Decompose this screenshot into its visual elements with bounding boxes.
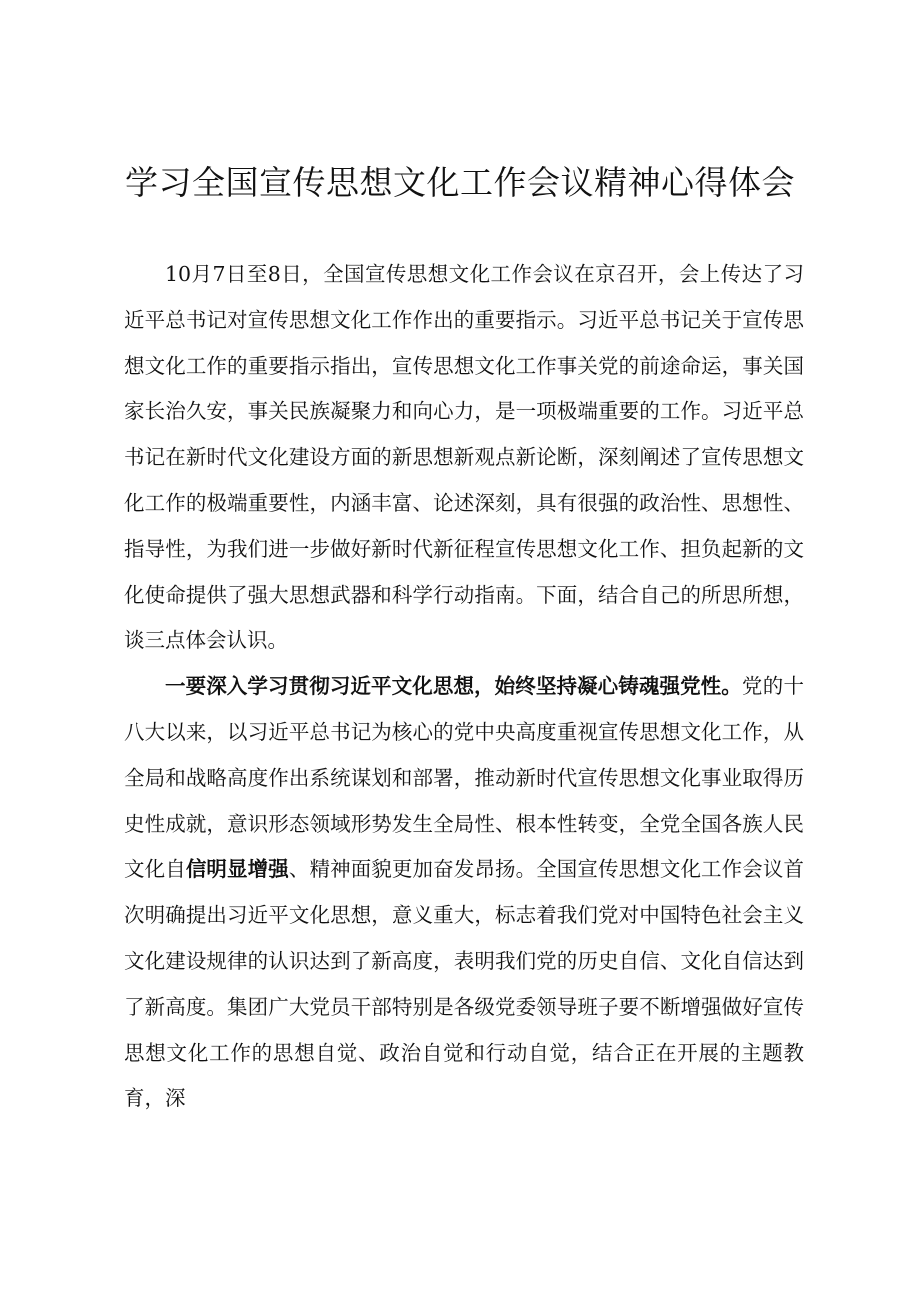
paragraph-intro: 10月7日至8日，全国宣传思想文化工作会议在京召开，会上传达了习近平总书记对宣传思想文化工作作出的重要指示。习近平总书记关于宣传思想文化工作的重要指示指出，宣传思想文化工作事关党的前途命运，事关国家长治久安，事关民族凝聚力和向心力，是一项极端重要的工作。习近平总书记在新时代文化建设方面的新思想新观点新论断，深刻阐述了宣传思想文化工作的极端重要性，内涵丰富、论述深刻，具有很强的政治性、思想性、指导性，为我们进一步做好新时代新征程宣传思想文化工作、担负起新的文化使命提供了强大思想武器和科学行动指南。下面，结合自己的所思所想，谈三点体会认识。 bbox=[124, 262, 804, 653]
document-body bbox=[124, 252, 804, 1122]
document-title: 学习全国宣传思想文化工作会议精神心得体会 bbox=[125, 163, 795, 202]
paragraph-point-one-heading: 一要深入学习贯彻习近平文化思想，始终坚持凝心铸魂强党性。 bbox=[165, 674, 742, 699]
paragraph-point-one bbox=[124, 664, 804, 1122]
paragraph-point-one-text-a: 党的十八大以来，以习近平总书记为核心的党中央高度重视宣传思想文化工作，从全局和战略高度作出系统谋划和部署，推动新时代宣传思想文化事业取得历史性成就，意识形态领域形势发生全局性、根本性转变，全党全国各族人民文化自 bbox=[124, 674, 804, 882]
paragraph-point-one-text-b: 、精神面貌更加奋发昂扬。全国宣传思想文化工作会议首次明确提出习近平文化思想，意义重大，标志着我们党对中国特色社会主义文化建设规律的认识达到了新高度，表明我们党的历史自信、文化自信达到了新高度。集团广大党员干部特别是各级党委领导班子要不断增强做好宣传思想文化工作的思想自觉、政治自觉和行动自觉，结合正在开展的主题教育，深 bbox=[124, 857, 804, 1111]
paragraph-point-one-emphasis: 信明显增强 bbox=[185, 857, 289, 882]
